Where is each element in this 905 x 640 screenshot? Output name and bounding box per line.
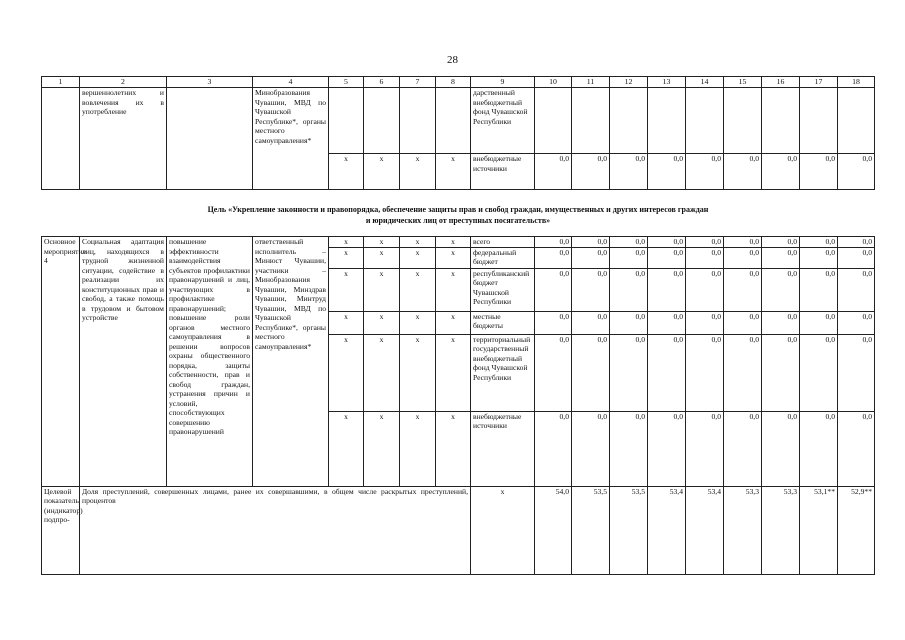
executor-cell: Минобразования Чувашии, МВД по Чувашской Республике*, органы местного самоуправления* — [253, 88, 329, 190]
value-cell: 0,0 — [572, 237, 610, 248]
value-cell — [762, 88, 800, 154]
mark-cell: x — [329, 154, 364, 190]
value-cell: 0,0 — [572, 334, 610, 411]
value-cell: 0,0 — [762, 154, 800, 190]
value-cell: 0,0 — [610, 247, 648, 268]
funding-source-cell: местные бюджеты — [471, 311, 535, 334]
mark-cell: x — [329, 237, 364, 248]
mark-cell: x — [329, 411, 364, 486]
column-number-13: 13 — [648, 77, 686, 88]
value-cell: 0,0 — [762, 268, 800, 311]
goal-cell — [167, 88, 253, 190]
mark-cell: x — [364, 334, 400, 411]
value-cell — [686, 88, 724, 154]
value-cell: 0,0 — [572, 154, 610, 190]
value-cell: 0,0 — [686, 411, 724, 486]
value-cell: 0,0 — [762, 334, 800, 411]
value-cell: 0,0 — [800, 247, 838, 268]
mark-cell — [364, 88, 400, 154]
mark-cell: x — [400, 154, 436, 190]
value-cell: 0,0 — [762, 311, 800, 334]
mark-cell — [400, 88, 436, 154]
mark-cell: x — [400, 237, 436, 248]
value-cell: 0,0 — [838, 247, 875, 268]
column-number-7: 7 — [400, 77, 436, 88]
mark-cell: x — [364, 237, 400, 248]
value-cell: 0,0 — [648, 334, 686, 411]
column-number-6: 6 — [364, 77, 400, 88]
mark-cell: x — [329, 268, 364, 311]
funding-source-cell: всего — [471, 237, 535, 248]
funding-source-cell: республиканский бюджет Чувашской Республики — [471, 268, 535, 311]
event-name-cell: Социальная адаптация лиц, находящихся в трудной жизненной ситуации, содействие в реализации их конституционных прав и свобод, а также помощь в трудовом и бытовом устройстве — [80, 237, 167, 487]
value-cell: 0,0 — [800, 311, 838, 334]
status-cell — [42, 88, 80, 190]
value-cell: 0,0 — [648, 411, 686, 486]
mark-cell: x — [436, 311, 471, 334]
event-goal-cell: повышение эффективности взаимодействия субъектов профилактики правонарушений и лиц, участвующих в профилактике правонарушений; повышение роли органов местного самоуправления в решении вопросов охраны общественного порядка, защиты собственности, прав и свобод граждан, устранения причин и условий, способствующих совершению правонарушений — [167, 237, 253, 487]
mark-cell: x — [364, 411, 400, 486]
aim-line-2: и юридических лиц от преступных посягательств» — [365, 216, 551, 225]
column-number-17: 17 — [800, 77, 838, 88]
column-number-15: 15 — [724, 77, 762, 88]
value-cell: 0,0 — [686, 154, 724, 190]
value-cell: 0,0 — [724, 247, 762, 268]
indicator-value-cell: 53,4 — [686, 486, 724, 574]
mark-cell: x — [364, 247, 400, 268]
column-number-2: 2 — [80, 77, 167, 88]
column-number-11: 11 — [572, 77, 610, 88]
value-cell: 0,0 — [535, 268, 572, 311]
value-cell: 0,0 — [762, 247, 800, 268]
value-cell — [535, 88, 572, 154]
value-cell: 0,0 — [724, 411, 762, 486]
mark-cell: x — [364, 154, 400, 190]
value-cell: 0,0 — [572, 311, 610, 334]
value-cell — [838, 88, 875, 154]
mark-cell: x — [400, 411, 436, 486]
column-number-4: 4 — [253, 77, 329, 88]
column-number-16: 16 — [762, 77, 800, 88]
value-cell: 0,0 — [838, 311, 875, 334]
value-cell: 0,0 — [535, 247, 572, 268]
value-cell: 0,0 — [610, 411, 648, 486]
value-cell: 0,0 — [686, 268, 724, 311]
indicator-value-cell: 53,3 — [724, 486, 762, 574]
indicator-value-cell: 53,4 — [648, 486, 686, 574]
value-cell: 0,0 — [610, 311, 648, 334]
value-cell — [610, 88, 648, 154]
value-cell — [724, 88, 762, 154]
indicator-mark-cell: x — [471, 486, 535, 574]
indicator-value-cell: 53,1** — [800, 486, 838, 574]
value-cell: 0,0 — [800, 154, 838, 190]
mark-cell: x — [436, 411, 471, 486]
value-cell: 0,0 — [724, 311, 762, 334]
value-cell: 0,0 — [535, 311, 572, 334]
value-cell: 0,0 — [724, 154, 762, 190]
indicator-text-cell: Доля преступлений, совершенных лицами, ранее их совершавшими, в общем числе раскрытых преступлений, процентов — [80, 486, 471, 574]
mark-cell: x — [436, 154, 471, 190]
value-cell: 0,0 — [648, 237, 686, 248]
aim-heading — [42, 190, 875, 237]
funding-source-cell: территориальный государственный внебюджетный фонд Чувашской Республики — [471, 334, 535, 411]
value-cell: 0,0 — [610, 154, 648, 190]
value-cell — [572, 88, 610, 154]
mark-cell: x — [436, 268, 471, 311]
mark-cell: x — [364, 311, 400, 334]
program-table — [41, 76, 875, 575]
value-cell: 0,0 — [572, 247, 610, 268]
value-cell: 0,0 — [648, 154, 686, 190]
mark-cell: x — [436, 247, 471, 268]
value-cell: 0,0 — [610, 237, 648, 248]
value-cell: 0,0 — [686, 247, 724, 268]
mark-cell — [329, 88, 364, 154]
value-cell: 0,0 — [724, 237, 762, 248]
column-number-row — [42, 77, 875, 88]
value-cell: 0,0 — [610, 334, 648, 411]
funding-source-cell: федеральный бюджет — [471, 247, 535, 268]
value-cell: 0,0 — [572, 411, 610, 486]
value-cell — [648, 88, 686, 154]
column-number-3: 3 — [167, 77, 253, 88]
value-cell: 0,0 — [724, 268, 762, 311]
value-cell: 0,0 — [535, 411, 572, 486]
funding-source-cell: внебюджетные источники — [471, 154, 535, 190]
indicator-row — [42, 486, 875, 574]
mark-cell: x — [400, 247, 436, 268]
mark-cell: x — [329, 334, 364, 411]
mark-cell — [436, 88, 471, 154]
value-cell: 0,0 — [648, 247, 686, 268]
value-cell: 0,0 — [800, 237, 838, 248]
mark-cell: x — [436, 334, 471, 411]
value-cell: 0,0 — [800, 268, 838, 311]
column-number-12: 12 — [610, 77, 648, 88]
column-number-1: 1 — [42, 77, 80, 88]
value-cell: 0,0 — [838, 411, 875, 486]
indicator-value-cell: 53,3 — [762, 486, 800, 574]
mark-cell: x — [400, 268, 436, 311]
value-cell: 0,0 — [610, 268, 648, 311]
mark-cell: x — [364, 268, 400, 311]
value-cell: 0,0 — [535, 154, 572, 190]
value-cell: 0,0 — [800, 411, 838, 486]
mark-cell: x — [329, 311, 364, 334]
column-number-18: 18 — [838, 77, 875, 88]
indicator-value-cell: 53,5 — [572, 486, 610, 574]
value-cell: 0,0 — [686, 311, 724, 334]
carry-over-row — [42, 88, 875, 154]
value-cell: 0,0 — [838, 334, 875, 411]
value-cell: 0,0 — [572, 268, 610, 311]
indicator-value-cell: 52,9** — [838, 486, 875, 574]
indicator-label-cell: Целевой показатель (индикатор) подпро- — [42, 486, 80, 574]
value-cell: 0,0 — [535, 334, 572, 411]
indicator-value-cell: 54,0 — [535, 486, 572, 574]
value-cell: 0,0 — [838, 268, 875, 311]
value-cell: 0,0 — [762, 237, 800, 248]
column-number-5: 5 — [329, 77, 364, 88]
event-status-cell: Основное мероприятие 4 — [42, 237, 80, 487]
indicator-value-cell: 53,5 — [610, 486, 648, 574]
mark-cell: x — [329, 247, 364, 268]
value-cell: 0,0 — [648, 311, 686, 334]
funding-source-cell: дарственный внебюджетный фонд Чувашской Республики — [471, 88, 535, 154]
value-cell: 0,0 — [535, 237, 572, 248]
aim-row — [42, 190, 875, 237]
mark-cell: x — [436, 237, 471, 248]
value-cell: 0,0 — [686, 237, 724, 248]
funding-source-cell: внебюджетные источники — [471, 411, 535, 486]
value-cell: 0,0 — [648, 268, 686, 311]
mark-cell: x — [400, 334, 436, 411]
page-number: 28 — [447, 54, 458, 66]
event-funding-row — [42, 237, 875, 248]
column-number-8: 8 — [436, 77, 471, 88]
column-number-14: 14 — [686, 77, 724, 88]
mark-cell: x — [400, 311, 436, 334]
value-cell: 0,0 — [724, 334, 762, 411]
value-cell: 0,0 — [762, 411, 800, 486]
column-number-10: 10 — [535, 77, 572, 88]
event-name-cell: вершеннолетних и вовлечения их в употребление — [80, 88, 167, 190]
value-cell: 0,0 — [838, 237, 875, 248]
value-cell: 0,0 — [800, 334, 838, 411]
value-cell — [800, 88, 838, 154]
value-cell: 0,0 — [838, 154, 875, 190]
event-executor-cell: ответственный исполнитель – Минюст Чувашии, участники – Минобразования Чувашии, Минздрав Чувашии, Минтруд Чувашии, МВД по Чувашской Республике*, органы местного самоуправления* — [253, 237, 329, 487]
value-cell: 0,0 — [686, 334, 724, 411]
aim-line-1: Цель «Укрепление законности и правопорядка, обеспечение защиты прав и свобод граждан, имущественных и других интересов граждан — [207, 205, 709, 214]
column-number-9: 9 — [471, 77, 535, 88]
